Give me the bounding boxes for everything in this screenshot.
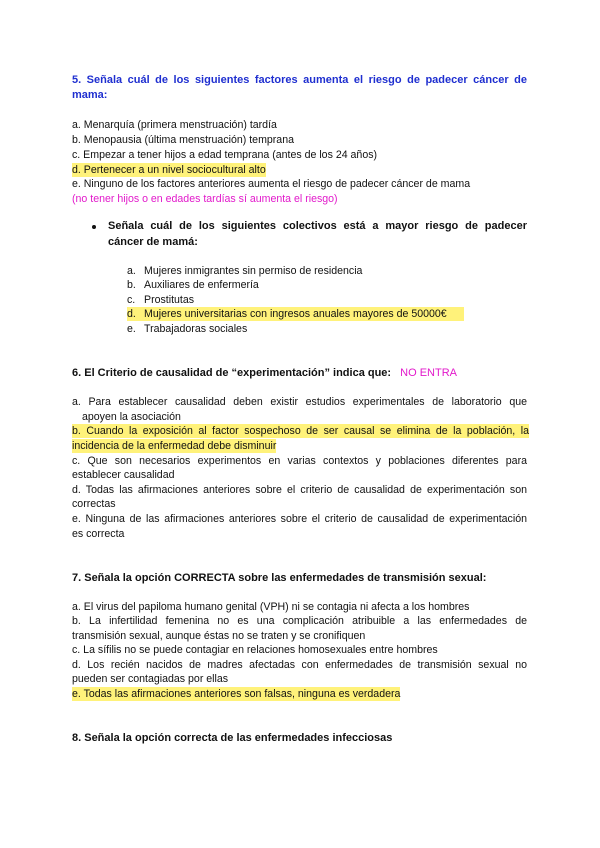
q5-option-a: a. Menarquía (primera menstruación) tardía <box>72 119 277 131</box>
q6-line-10: es correcta <box>72 528 125 540</box>
q6-line-9: e. Ninguna de las afirmaciones anteriores sobre el criterio de causalidad de experimentación <box>72 513 527 525</box>
q7-line-6: pueden ser contagiadas por ellas <box>72 673 229 685</box>
q5b-option-a-text: Mujeres inmigrantes sin permiso de residencia <box>144 265 363 277</box>
q7-line-4: c. La sífilis no se puede contagiar en relaciones homosexuales entre hombres <box>72 644 438 656</box>
q6-line-3-highlighted: b. Cuando la exposición al factor sospechoso de ser causal se elimina de la población, la <box>72 425 529 437</box>
q6-line-8: correctas <box>72 498 116 510</box>
q6-line-2: apoyen la asociación <box>82 411 181 423</box>
q7-line-5: d. Los recién nacidos de madres afectadas con enfermedades de transmisión sexual no <box>72 659 527 671</box>
q6-tag: NO ENTRA <box>400 367 457 379</box>
q5b-option-c-text: Prostitutas <box>144 294 195 306</box>
q7-line-7-highlighted: e. Todas las afirmaciones anteriores son falsas, ninguna es verdadera <box>72 688 401 700</box>
q6-line-1: a. Para establecer causalidad deben existir estudios experimentales de laboratorio que <box>72 396 527 408</box>
q6-title <box>72 366 457 380</box>
q5b-option-b-text: Auxiliares de enfermería <box>144 279 259 291</box>
q5b-option-a-letter: a. <box>127 265 136 277</box>
q5-option-e: e. Ninguno de los factores anteriores aumenta el riesgo de padecer cáncer de mama <box>72 178 471 190</box>
q5b-title-line1: Señala cuál de los siguientes colectivos está a mayor riesgo de padecer <box>108 220 527 232</box>
q5b-option-d-letter: d. <box>127 308 136 320</box>
q5-option-d-highlighted: d. Pertenecer a un nivel sociocultural alto <box>72 164 266 176</box>
q5b-title-line2: cáncer de mamá: <box>108 236 198 248</box>
bullet-icon <box>92 225 96 229</box>
q5b-option-b-letter: b. <box>127 279 136 291</box>
q5b-option-d-highlight <box>127 307 464 321</box>
q5b-option-e-letter: e. <box>127 323 136 335</box>
q5-option-b: b. Menopausia (última menstruación) temprana <box>72 134 294 146</box>
q6-line-6: establecer causalidad <box>72 469 175 481</box>
q7-line-3: transmisión sexual, aunque éstas no se traten y se cronifiquen <box>72 630 366 642</box>
q6-line-7: d. Todas las afirmaciones anteriores sobre el criterio de causalidad de experimentación son <box>72 484 527 496</box>
q6-title-text: 6. El Criterio de causalidad de “experimentación” indica que: <box>72 367 392 379</box>
q6-line-5: c. Que son necesarios experimentos en varias contextos y poblaciones diferentes para <box>72 455 527 467</box>
q7-line-2: b. La infertilidad femenina no es una complicación atribuible a las enfermedades de <box>72 615 527 627</box>
q5b-option-d-text: Mujeres universitarias con ingresos anuales mayores de 50000€ <box>144 308 447 320</box>
q5-title-line2: mama: <box>72 89 108 101</box>
q7-title: 7. Señala la opción CORRECTA sobre las enfermedades de transmisión sexual: <box>72 572 487 584</box>
q5b-option-c-letter: c. <box>127 294 136 306</box>
q5-option-c: c. Empezar a tener hijos a edad temprana (antes de los 24 años) <box>72 149 378 161</box>
q8-title: 8. Señala la opción correcta de las enfermedades infecciosas <box>72 732 393 744</box>
q5b-option-e-text: Trabajadoras sociales <box>144 323 248 335</box>
q5-note: (no tener hijos o en edades tardías sí aumenta el riesgo) <box>72 193 338 205</box>
q5-title-line1: 5. Señala cuál de los siguientes factores aumenta el riesgo de padecer cáncer de <box>72 74 527 86</box>
q7-line-1: a. El virus del papiloma humano genital (VPH) ni se contagia ni afecta a los hombres <box>72 601 470 613</box>
q6-line-4-highlighted: incidencia de la enfermedad debe disminuir <box>72 440 277 452</box>
